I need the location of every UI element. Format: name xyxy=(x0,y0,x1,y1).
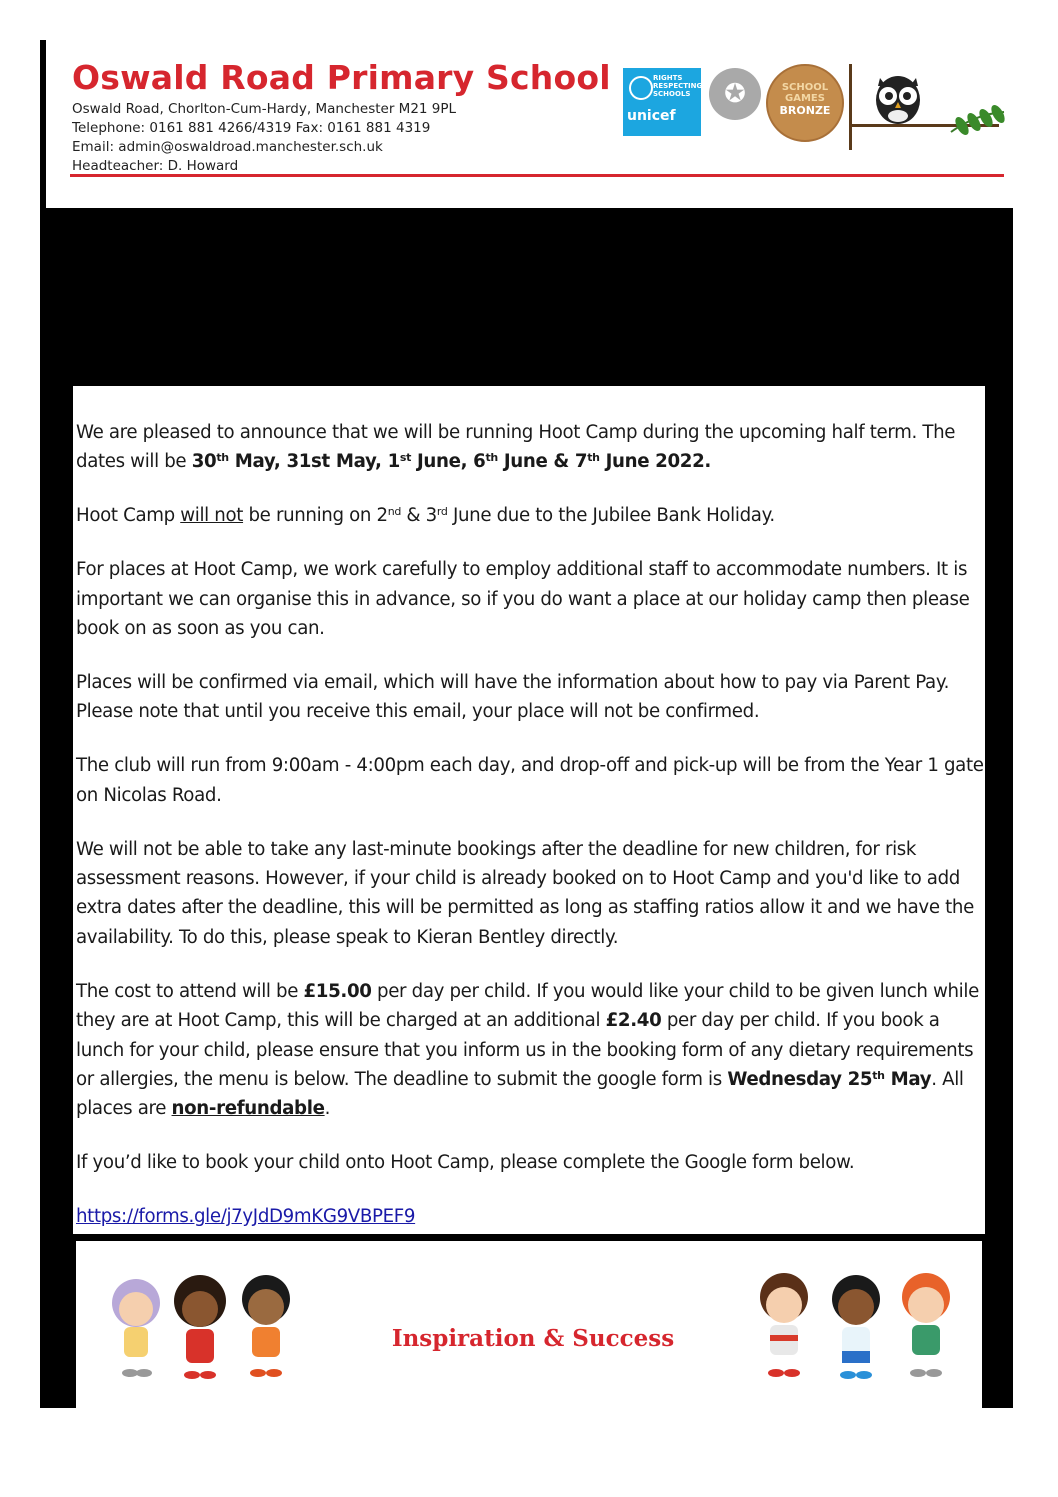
rights-respecting-badge: RIGHTS RESPECTING SCHOOLS unicef xyxy=(623,68,701,136)
paragraph-confirmation: Places will be confirmed via email, which will have the information about how to pay via Parent Pay. Please note that until you receive this email, your place will not be confirmed. xyxy=(76,671,950,723)
footer-banner xyxy=(76,1241,982,1408)
children-illustration-left xyxy=(96,1261,312,1391)
paragraph-dates: We are pleased to announce that we will be running Hoot Camp during the upcoming half term. The dates will be 30th May, 31st May, 1st June, 6th June & 7th June 2022. xyxy=(76,422,956,473)
globe-icon xyxy=(629,76,653,100)
email: Email: admin@oswaldroad.manchester.sch.uk xyxy=(72,139,383,155)
deadline: Wednesday 25th May xyxy=(727,1068,932,1090)
non-refundable: non-refundable xyxy=(171,1098,325,1120)
owl-icon xyxy=(868,68,928,128)
contact-block xyxy=(72,100,456,176)
paragraph-places: For places at Hoot Camp, we work carefully to employ additional staff to accommodate numbers. It is important we can organise this in advance, so if you do want a place at our holiday camp then please book on as soon as you can. xyxy=(76,559,970,640)
paragraph-booking: If you’d like to book your child onto Hoot Camp, please complete the Google form below. xyxy=(76,1152,855,1174)
price: £15.00 xyxy=(303,980,372,1002)
dates: 30th May, 31st May, 1st June, 6th June & 7th June 2022. xyxy=(191,451,711,473)
lunch-price: £2.40 xyxy=(605,1010,662,1032)
address: Oswald Road, Chorlton-Cum-Hardy, Manchester M21 9PL xyxy=(72,101,457,117)
headteacher: Headteacher: D. Howard xyxy=(72,158,239,174)
paragraph-cost: The cost to attend will be £15.00 per day per child. If you would like your child to be given lunch while they are at Hoot Camp, this will be charged at an additional £2.40 per day per child. If you book a lunch for your child, please ensure that you inform us in the booking form of any dietary requirements or allergies, the menu is below. The deadline to submit the google form is Wednesday 25th May. All places are non-refundable. xyxy=(76,980,979,1120)
school-games-badge: SCHOOL GAMES BRONZE xyxy=(766,64,844,142)
sportsmark-badge: ✪ xyxy=(709,68,761,120)
leaves-icon xyxy=(946,104,1006,144)
paragraph-times: The club will run from 9:00am - 4:00pm each day, and drop-off and pick-up will be from the Year 1 gate on Nicolas Road. xyxy=(76,755,984,806)
header-divider xyxy=(70,174,1004,177)
letter-body xyxy=(73,386,985,1234)
tree-trunk xyxy=(849,64,852,150)
paragraph-jubilee: Hoot Camp will not be running on 2nd & 3rd June due to the Jubilee Bank Holiday. xyxy=(76,505,775,527)
school-motto: Inspiration & Success xyxy=(391,1325,675,1352)
telephone: Telephone: 0161 881 4266/4319 Fax: 0161 881 4319 xyxy=(72,120,431,136)
paragraph-deadline-policy: We will not be able to take any last-minute bookings after the deadline for new children, for risk assessment reasons. However, if your child is already booked on to Hoot Camp and you'd like to add extra dates after the deadline, this will be permitted as long as staffing ratios allow it and we have the availability. To do this, please speak to Kieran Bentley directly. xyxy=(76,838,974,948)
children-illustration-right xyxy=(744,1261,968,1391)
letterhead xyxy=(46,40,1016,210)
school-name: Oswald Road Primary School xyxy=(72,58,611,97)
google-form-link[interactable]: https://forms.gle/j7yJdD9mKG9VBPEF9 xyxy=(76,1206,416,1228)
